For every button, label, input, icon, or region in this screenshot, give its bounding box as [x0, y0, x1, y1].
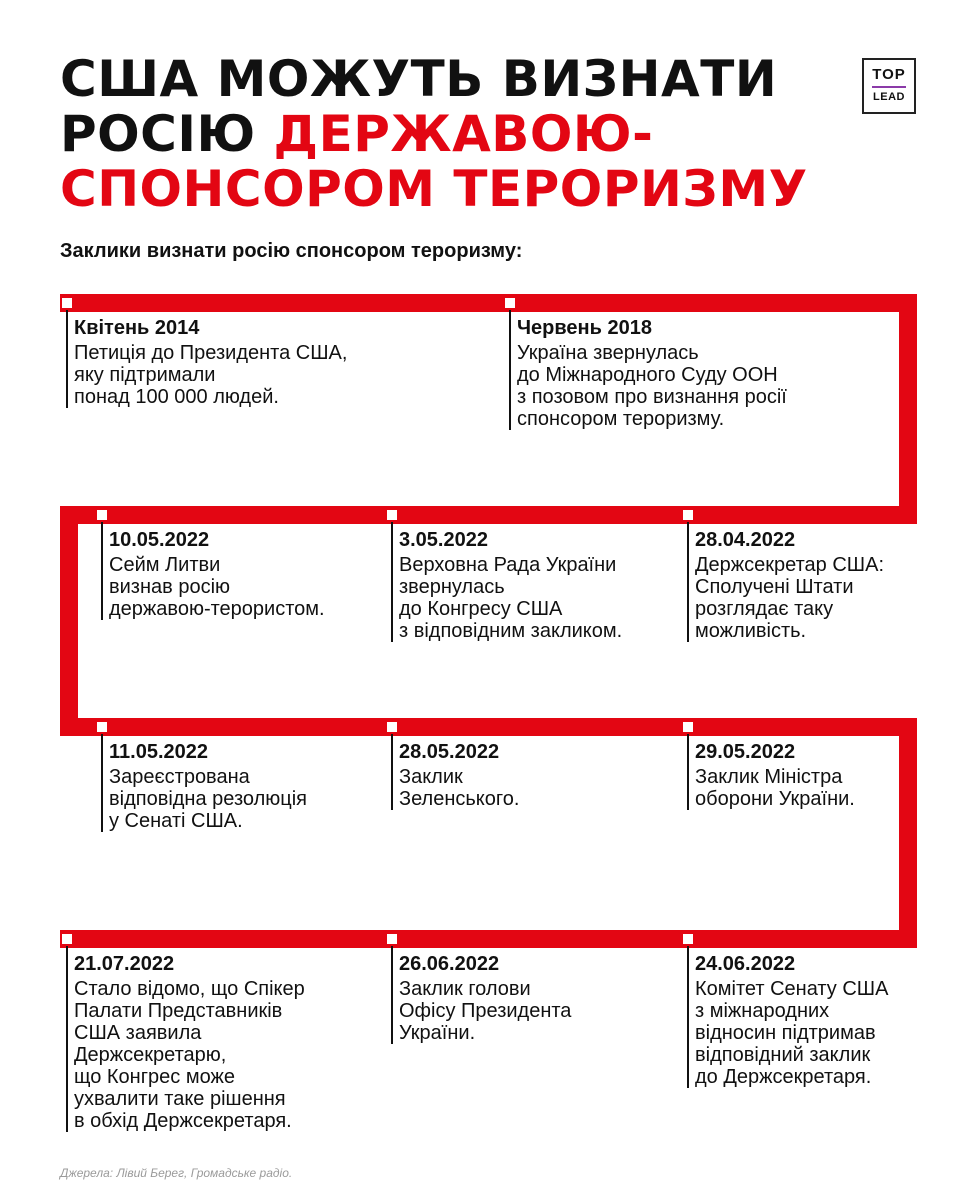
page-title — [60, 52, 860, 217]
timeline-date: Червень 2018 — [517, 317, 652, 339]
source-note: Джерела: Лівий Берег, Громадське радіо. — [60, 1166, 293, 1180]
timeline-text: Заклик Міністра оборони України. — [695, 766, 855, 810]
timeline-track-row-4 — [60, 930, 917, 948]
timeline-track-left-2 — [60, 506, 78, 736]
timeline-item — [695, 528, 965, 642]
timeline-guide-line — [101, 522, 103, 620]
timeline-text: Держсекретар США: Сполучені Штати розглядає таку можливість. — [695, 554, 885, 642]
timeline-text: Петиція до Президента США, яку підтримали понад 100 000 людей. — [74, 342, 348, 408]
timeline-node — [681, 508, 695, 522]
timeline-text: Сейм Литви визнав росію державою-терористом. — [109, 554, 325, 620]
title-line-1: США МОЖУТЬ ВИЗНАТИ — [60, 50, 778, 108]
timeline-guide-line — [509, 310, 511, 430]
timeline-item — [695, 952, 965, 1088]
timeline-track-row-3 — [60, 718, 917, 736]
timeline-text: Комітет Сенату США з міжнародних відносин підтримав відповідний заклик до Держсекретаря. — [695, 978, 889, 1088]
timeline-item — [517, 316, 887, 430]
timeline-date: 28.05.2022 — [399, 741, 500, 763]
timeline-item — [695, 740, 965, 810]
timeline-item — [399, 528, 684, 642]
timeline-guide-line — [101, 734, 103, 832]
timeline-date: 11.05.2022 — [109, 741, 208, 763]
top-lead-logo — [862, 58, 916, 114]
logo-bottom-text: LEAD — [873, 91, 905, 103]
timeline-item — [109, 740, 384, 832]
title-line-2-black: РОСІЮ — [60, 105, 274, 163]
timeline-item — [74, 952, 384, 1132]
timeline-date: 21.07.2022 — [74, 953, 175, 975]
timeline-date: 28.04.2022 — [695, 529, 796, 551]
timeline-item — [399, 740, 684, 810]
timeline-date: 24.06.2022 — [695, 953, 796, 975]
timeline-date: 29.05.2022 — [695, 741, 796, 763]
timeline-item — [109, 528, 384, 620]
timeline-date: Квітень 2014 — [74, 317, 200, 339]
timeline-track-row-1 — [60, 294, 917, 312]
timeline-date: 3.05.2022 — [399, 529, 488, 551]
title-line-3-red: СПОНСОРОМ ТЕРОРИЗМУ — [60, 160, 808, 218]
timeline-guide-line — [687, 734, 689, 810]
timeline-guide-line — [687, 522, 689, 642]
subtitle: Заклики визнати росію спонсором тероризму: — [60, 240, 523, 262]
timeline-date: 10.05.2022 — [109, 529, 210, 551]
timeline-item — [74, 316, 474, 408]
timeline-text: Заклик голови Офісу Президента України. — [399, 978, 572, 1044]
timeline-node — [503, 296, 517, 310]
timeline-node — [60, 296, 74, 310]
timeline-date: 26.06.2022 — [399, 953, 500, 975]
timeline-guide-line — [687, 946, 689, 1088]
timeline-text: Україна звернулась до Міжнародного Суду ООН з позовом про визнання росії спонсором тероризму. — [517, 342, 787, 430]
timeline-guide-line — [391, 734, 393, 810]
timeline-guide-line — [66, 946, 68, 1132]
logo-divider — [872, 86, 906, 88]
timeline-node — [681, 720, 695, 734]
timeline-text: Стало відомо, що Спікер Палати Представників США заявила Держсекретарю, що Конгрес може ухвалити таке рішення в обхід Держсекретаря. — [74, 978, 305, 1132]
timeline-node — [681, 932, 695, 946]
timeline-track-right-1 — [899, 294, 917, 524]
timeline-text: Заклик Зеленського. — [399, 766, 520, 810]
timeline-text: Зареєстрована відповідна резолюція у Сенаті США. — [109, 766, 307, 832]
timeline-node — [95, 720, 109, 734]
timeline-guide-line — [66, 310, 68, 408]
timeline-guide-line — [391, 522, 393, 642]
timeline-node — [385, 932, 399, 946]
title-line-2-red: ДЕРЖАВОЮ- — [273, 105, 654, 163]
timeline-track-row-2 — [60, 506, 917, 524]
timeline-node — [95, 508, 109, 522]
timeline-node — [60, 932, 74, 946]
timeline-item — [399, 952, 684, 1044]
timeline-guide-line — [391, 946, 393, 1044]
timeline-node — [385, 720, 399, 734]
timeline-node — [385, 508, 399, 522]
timeline-text: Верховна Рада України звернулась до Конгресу США з відповідним закликом. — [399, 554, 623, 642]
logo-top-text: TOP — [872, 66, 906, 83]
